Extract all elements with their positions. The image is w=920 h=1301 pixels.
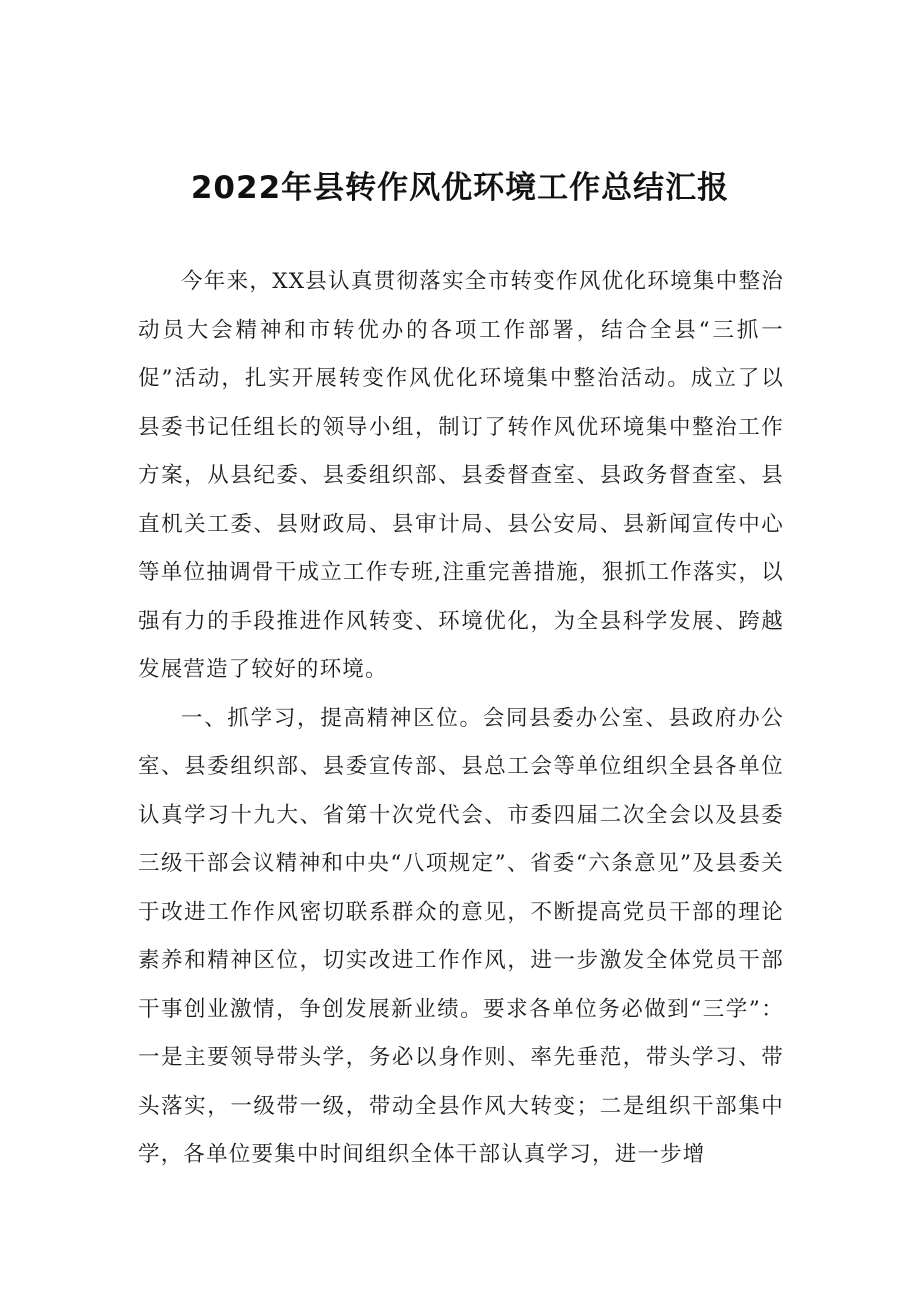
section-one-paragraph: 一、抓学习，提高精神区位。会同县委办公室、县政府办公室、县委组织部、县委宣传部、县总工会等单位组织全县各单位认真学习十九大、省第十次党代会、市委四届二次全会以及县委三级干部会议精神和中央“八项规定”、省委“六条意见”及县委关于改进工作作风密切联系群众的意见，不断提高党员干部的理论素养和精神区位，切实改进工作作风，进一步激发全体党员干部干事创业激情，争创发展新业绩。要求各单位务必做到“三学”：一是主要领导带头学，务必以身作则、率先垂范，带头学习、带头落实，一级带一级，带动全县作风大转变；二是组织干部集中学，各单位要集中时间组织全体干部认真学习，进一步增 — [138, 705, 784, 1167]
document-title: 2022年县转作风优环境工作总结汇报 — [190, 170, 730, 206]
intro-paragraph: 今年来，XX县认真贯彻落实全市转变作风优化环境集中整治动员大会精神和市转优办的各项工作部署，结合全县“三抓一促”活动，扎实开展转变作风优化环境集中整治活动。成立了以县委书记任组长的领导小组，制订了转作风优环境集中整治工作方案，从县纪委、县委组织部、县委督查室、县政务督查室、县直机关工委、县财政局、县审计局、县公安局、县新闻宣传中心等单位抽调骨干成立工作专班,注重完善措施，狠抓工作落实，以强有力的手段推进作风转变、环境优化，为全县科学发展、跨越发展营造了较好的环境。 — [138, 269, 784, 682]
document-body — [138, 258, 784, 1180]
